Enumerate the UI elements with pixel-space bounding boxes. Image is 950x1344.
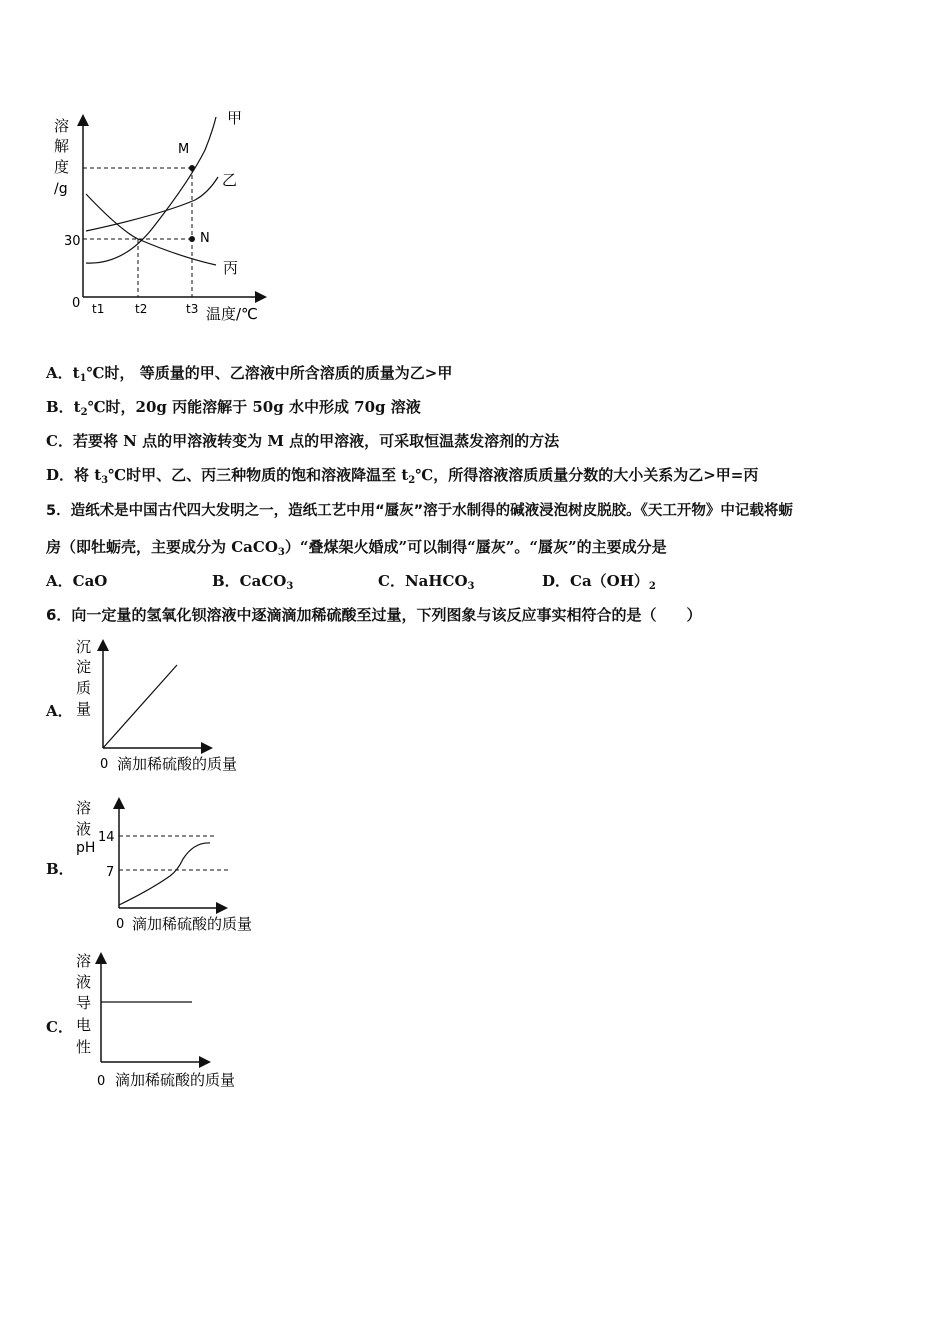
q5-stem-line2: 房（即牡蛎壳，主要成分为 CaCO$_3$）“叠煤架火婚成”可以制得“蜃灰”。“蜃灰”的主要成分是 bbox=[46, 538, 667, 558]
y-axis-char: 溶 bbox=[76, 952, 92, 970]
x-axis-label: 滴加稀硫酸的质量 bbox=[132, 915, 253, 933]
y-axis-char: pH bbox=[76, 840, 96, 856]
q5-option-c: C．NaHCO$_3$ bbox=[378, 572, 475, 592]
q6-graph-b bbox=[70, 790, 280, 940]
label-yi: 乙 bbox=[222, 171, 238, 189]
y-axis-char: 解 bbox=[54, 137, 70, 155]
q6-graph-a-label: A． bbox=[46, 702, 73, 720]
curve-jia bbox=[86, 117, 216, 263]
x-tick-t1: t1 bbox=[92, 302, 105, 316]
q6-graph-c-label: C． bbox=[46, 1018, 73, 1036]
y-axis-char: 度 bbox=[54, 158, 70, 176]
tick-7: 7 bbox=[106, 865, 115, 880]
q5-option-d: D．$Ca(OH)_2$ bbox=[542, 572, 656, 592]
q6-graph-a bbox=[70, 632, 270, 777]
y-axis-char: 性 bbox=[76, 1038, 92, 1056]
y-axis-char: 导 bbox=[76, 994, 92, 1012]
curve-yi bbox=[86, 177, 218, 231]
y-axis-char: 电 bbox=[76, 1016, 92, 1034]
q4-option-b: B．$t_2℃$时，20g 丙能溶解于 50g 水中形成 70g 溶液 bbox=[46, 398, 421, 418]
q6-stem: 6．向一定量的氢氧化钡溶液中逐滴滴加稀硫酸至过量，下列图象与该反应事实相符合的是（ ） bbox=[46, 606, 702, 624]
y-axis-char: 液 bbox=[76, 820, 92, 838]
y-axis-char: 液 bbox=[76, 973, 92, 991]
q5-option-b: B．CaCO$_3$ bbox=[212, 572, 294, 592]
y-axis-char: /g bbox=[54, 181, 68, 197]
q4-option-d: D．将 $t_3℃$时甲、乙、丙三种物质的饱和溶液降温至 $t_2℃$，所得溶液溶质质量分数的大小关系为乙>甲=丙 bbox=[46, 466, 759, 486]
x-axis-label: 温度/℃ bbox=[206, 305, 258, 323]
origin-label: 0 bbox=[116, 917, 125, 932]
label-n: N bbox=[200, 231, 210, 246]
y-axis-char: 淀 bbox=[76, 658, 92, 676]
y-axis-char: 量 bbox=[76, 700, 92, 718]
y-axis-char: 沉 bbox=[76, 638, 92, 656]
label-m: M bbox=[178, 142, 190, 157]
q4-option-a: A．$t_1℃$时， 等质量的甲、乙溶液中所含溶质的质量为乙>甲 bbox=[46, 364, 453, 384]
x-tick-t3: t3 bbox=[186, 302, 199, 316]
x-tick-t2: t2 bbox=[135, 302, 148, 316]
y-axis-char: 溶 bbox=[76, 799, 92, 817]
graph-b-curve bbox=[119, 843, 210, 905]
origin-label: 0 bbox=[100, 757, 109, 772]
q6-graph-c bbox=[70, 945, 270, 1095]
point-n bbox=[189, 236, 195, 242]
point-m bbox=[189, 165, 195, 171]
label-bing: 丙 bbox=[223, 259, 239, 277]
q5-stem-line1: 5．造纸术是中国古代四大发明之一，造纸工艺中用“蜃灰”溶于水制得的碱液浸泡树皮脱胶。《天工开物》中记载将蛎 bbox=[46, 503, 793, 519]
origin-label: 0 bbox=[97, 1074, 106, 1089]
x-axis-label: 滴加稀硫酸的质量 bbox=[117, 755, 238, 773]
y-tick-30: 30 bbox=[64, 234, 81, 249]
solubility-graph bbox=[40, 105, 280, 330]
x-axis-label: 滴加稀硫酸的质量 bbox=[115, 1071, 236, 1089]
graph-a-line bbox=[103, 665, 177, 748]
q6-graph-b-label: B． bbox=[46, 860, 74, 878]
q4-option-c: C．若要将 N 点的甲溶液转变为 M 点的甲溶液，可采取恒温蒸发溶剂的方法 bbox=[46, 432, 560, 450]
y-axis-char: 质 bbox=[76, 679, 92, 697]
label-jia: 甲 bbox=[227, 109, 243, 127]
tick-14: 14 bbox=[98, 830, 115, 845]
q5-option-a: A．CaO bbox=[46, 572, 108, 590]
y-axis-char: 溶 bbox=[54, 117, 70, 135]
origin-label: 0 bbox=[72, 296, 81, 311]
